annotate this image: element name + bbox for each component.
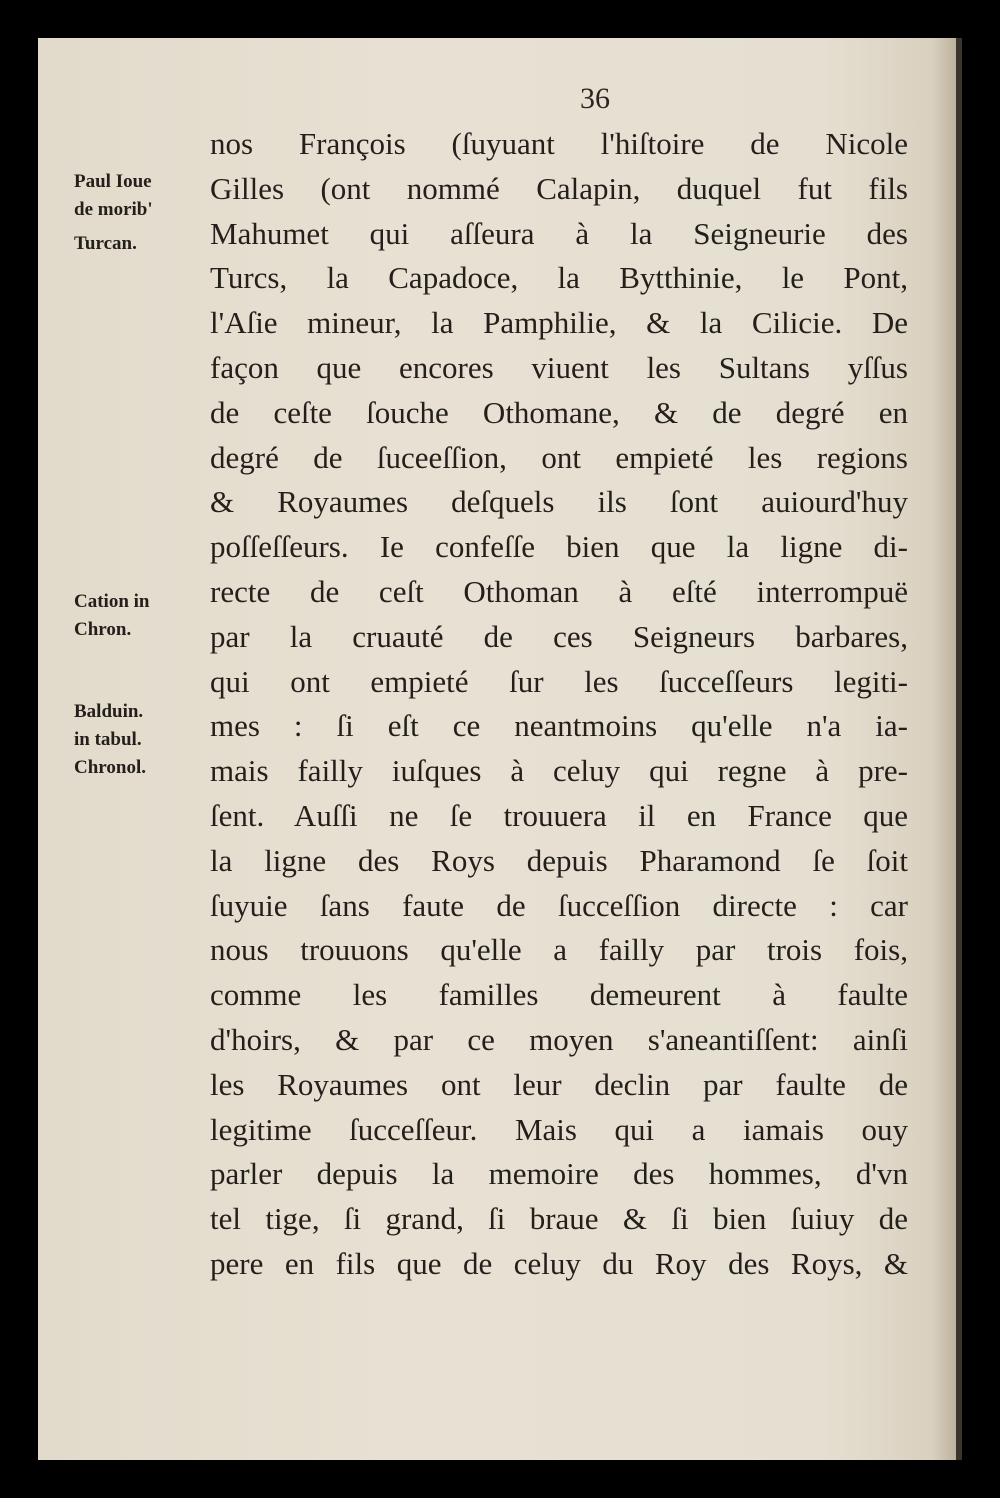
text-line: par la cruauté de ces Seigneurs barbares, bbox=[210, 618, 908, 654]
text-line: les Royaumes ont leur declin par faulte de bbox=[210, 1066, 908, 1102]
text-line: nous trouuons qu'elle a failly par trois fois, bbox=[210, 932, 908, 968]
text-line: comme les familles demeurent à faulte bbox=[210, 977, 908, 1013]
text-line: mais failly iuſques à celuy qui regne à pre- bbox=[210, 753, 908, 789]
margin-note-cation bbox=[74, 588, 150, 644]
text-line: d'hoirs, & par ce moyen s'aneantiſſent: ainſi bbox=[210, 1021, 908, 1057]
text-line: mes : ſi eſt ce neantmoins qu'elle n'a ia- bbox=[210, 708, 908, 744]
body-text bbox=[210, 122, 908, 1287]
margin-note-line: Turcan. bbox=[74, 233, 137, 254]
margin-note-line: Paul Ioue bbox=[74, 171, 152, 192]
margin-note-line: Chronol. bbox=[74, 757, 146, 778]
text-line: legitime ſucceſſeur. Mais qui a iamais ouy bbox=[210, 1111, 908, 1147]
text-line: la ligne des Roys depuis Pharamond ſe ſoit bbox=[210, 842, 908, 878]
text-line: tel tige, ſi grand, ſi braue & ſi bien ſuiuy de bbox=[210, 1201, 908, 1237]
text-line: poſſeſſeurs. Ie confeſſe bien que la ligne di- bbox=[210, 529, 908, 565]
text-line: parler depuis la memoire des hommes, d'vn bbox=[210, 1156, 908, 1192]
margin-note-paul-ioue bbox=[74, 168, 153, 258]
margin-note-line: in tabul. bbox=[74, 729, 142, 750]
margin-note-line: de morib' bbox=[74, 199, 153, 220]
text-line: Mahumet qui aſſeura à la Seigneurie des bbox=[210, 215, 908, 251]
text-line: l'Aſie mineur, la Pamphilie, & la Cilicie. De bbox=[210, 305, 908, 341]
text-line: degré de ſuceeſſion, ont empieté les regions bbox=[210, 439, 908, 475]
text-line: pere en fils que de celuy du Roy des Roys, & bbox=[210, 1245, 908, 1281]
text-line: nos François (ſuyuant l'hiſtoire de Nicole bbox=[210, 126, 908, 161]
margin-note-line: Balduin. bbox=[74, 701, 144, 722]
text-line: Turcs, la Capadoce, la Bytthinie, le Pont, bbox=[210, 260, 908, 296]
text-line: façon que encores viuent les Sultans yſſus bbox=[210, 349, 908, 385]
margin-note-balduin bbox=[74, 698, 146, 782]
text-line: qui ont empieté ſur les ſucceſſeurs legiti- bbox=[210, 663, 908, 699]
margin-note-line: Chron. bbox=[74, 619, 132, 640]
text-line: Gilles (ont nommé Calapin, duquel fut fils bbox=[210, 170, 908, 206]
text-line: ſent. Auſſi ne ſe trouuera il en France que bbox=[210, 797, 908, 833]
text-line: de ceſte ſouche Othomane, & de degré en bbox=[210, 394, 908, 430]
margin-note-line: Cation in bbox=[74, 591, 150, 612]
text-line: recte de ceſt Othoman à eſté interrompuë bbox=[210, 573, 908, 609]
page-number: 36 bbox=[580, 82, 610, 115]
text-line: & Royaumes deſquels ils ſont auiourd'huy bbox=[210, 484, 908, 520]
text-line: ſuyuie ſans faute de ſucceſſion directe : car bbox=[210, 887, 908, 923]
page-gutter bbox=[956, 38, 962, 1460]
